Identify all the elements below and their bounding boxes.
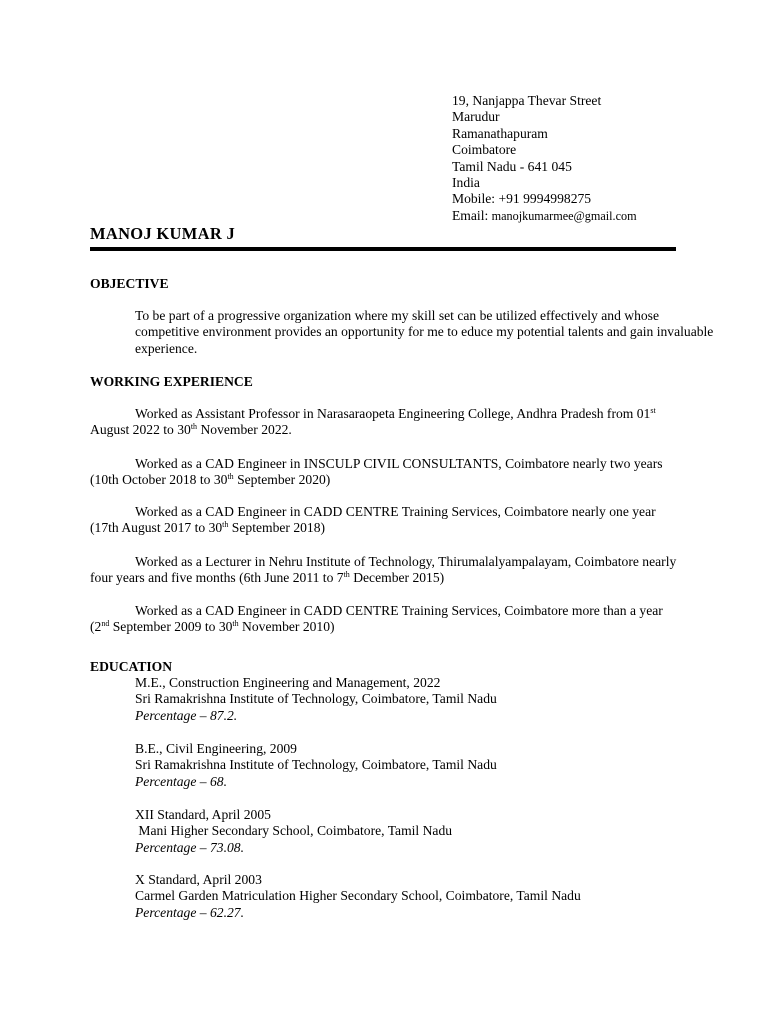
ordinal-suffix: th — [190, 422, 198, 432]
experience-text: September 2009 to 30 — [109, 619, 233, 635]
experience-text: September 2018) — [228, 520, 326, 536]
experience-item — [90, 504, 680, 537]
ordinal-suffix: st — [650, 406, 656, 415]
experience-item — [90, 456, 680, 489]
experience-text: November 2022. — [197, 422, 292, 438]
education-percentage: Percentage – 73.08. — [135, 839, 244, 855]
experience-text: November 2010) — [238, 619, 335, 635]
experience-text: Worked as a CAD Engineer in CADD CENTRE Training Services, Coimbatore nearly one year (17th August 2017 to 30 — [90, 504, 656, 536]
header-divider — [90, 247, 676, 251]
education-percentage: Percentage – 62.27. — [135, 904, 244, 920]
address-country: India — [452, 175, 480, 191]
education-entry — [135, 675, 695, 724]
contact-address-block — [452, 93, 637, 224]
mobile-label: Mobile: — [452, 191, 499, 207]
experience-text: Worked as a CAD Engineer in INSCULP CIVIL CONSULTANTS, Coimbatore nearly two years (10th October 2018 to 30 — [90, 456, 663, 488]
education-institution: Carmel Garden Matriculation Higher Secondary School, Coimbatore, Tamil Nadu — [135, 888, 581, 904]
address-locality: Ramanathapuram — [452, 125, 548, 141]
ordinal-suffix: th — [222, 520, 229, 530]
email-line — [452, 208, 637, 224]
experience-text: Worked as a CAD Engineer in CADD CENTRE Training Services, Coimbatore more than a year (2 — [90, 603, 663, 635]
objective-heading: OBJECTIVE — [90, 276, 169, 291]
education-institution: Mani Higher Secondary School, Coimbatore, Tamil Nadu — [135, 823, 453, 839]
education-institution: Sri Ramakrishna Institute of Technology, Coimbatore, Tamil Nadu — [135, 757, 497, 773]
education-degree: XII Standard, April 2005 — [135, 807, 271, 822]
experience-item — [90, 603, 680, 636]
education-degree: M.E., Construction Engineering and Management, 2022 — [135, 675, 441, 690]
mobile-line — [452, 191, 637, 207]
education-institution: Sri Ramakrishna Institute of Technology, Coimbatore, Tamil Nadu — [135, 691, 497, 707]
education-entry — [135, 872, 695, 921]
experience-heading: WORKING EXPERIENCE — [90, 374, 253, 389]
address-area: Marudur — [452, 109, 500, 125]
ordinal-suffix: nd — [101, 619, 110, 629]
email-address[interactable]: manojkumarmee@gmail.com — [491, 208, 637, 223]
education-heading: EDUCATION — [90, 659, 173, 674]
experience-item — [90, 554, 680, 587]
ordinal-suffix: th — [232, 619, 239, 629]
objective-text: To be part of a progressive organization where my skill set can be utilized effectively and whose competitive environment provides an opportunity for me to educe my potential talents and gain invaluable experience. — [135, 308, 714, 356]
education-entry — [135, 807, 695, 856]
mobile-number: +91 9994998275 — [498, 191, 592, 207]
experience-text: December 2015) — [349, 570, 445, 586]
experience-text: September 2020) — [233, 472, 331, 488]
address-city: Coimbatore — [452, 142, 517, 158]
experience-text: August 2022 to 30 — [90, 422, 191, 438]
education-percentage: Percentage – 68. — [135, 773, 227, 789]
education-entry — [135, 741, 695, 790]
experience-item — [90, 406, 680, 439]
experience-text: Worked as a Lecturer in Nehru Institute of Technology, Thirumalalyampalayam, Coimbatore nearly four years and five months (6th June 2011 to 7 — [90, 554, 677, 586]
candidate-name: MANOJ KUMAR J — [90, 224, 236, 243]
email-label: Email: — [452, 207, 492, 223]
address-state-pin: Tamil Nadu - 641 045 — [452, 158, 572, 174]
education-degree: B.E., Civil Engineering, 2009 — [135, 741, 297, 756]
education-degree: X Standard, April 2003 — [135, 872, 262, 887]
experience-text: Worked as Assistant Professor in Narasaraopeta Engineering College, Andhra Pradesh from 01 — [135, 406, 651, 421]
ordinal-suffix: th — [343, 570, 350, 580]
education-percentage: Percentage – 87.2. — [135, 707, 238, 723]
ordinal-suffix: th — [227, 472, 234, 482]
address-street: 19, Nanjappa Thevar Street — [452, 93, 602, 108]
